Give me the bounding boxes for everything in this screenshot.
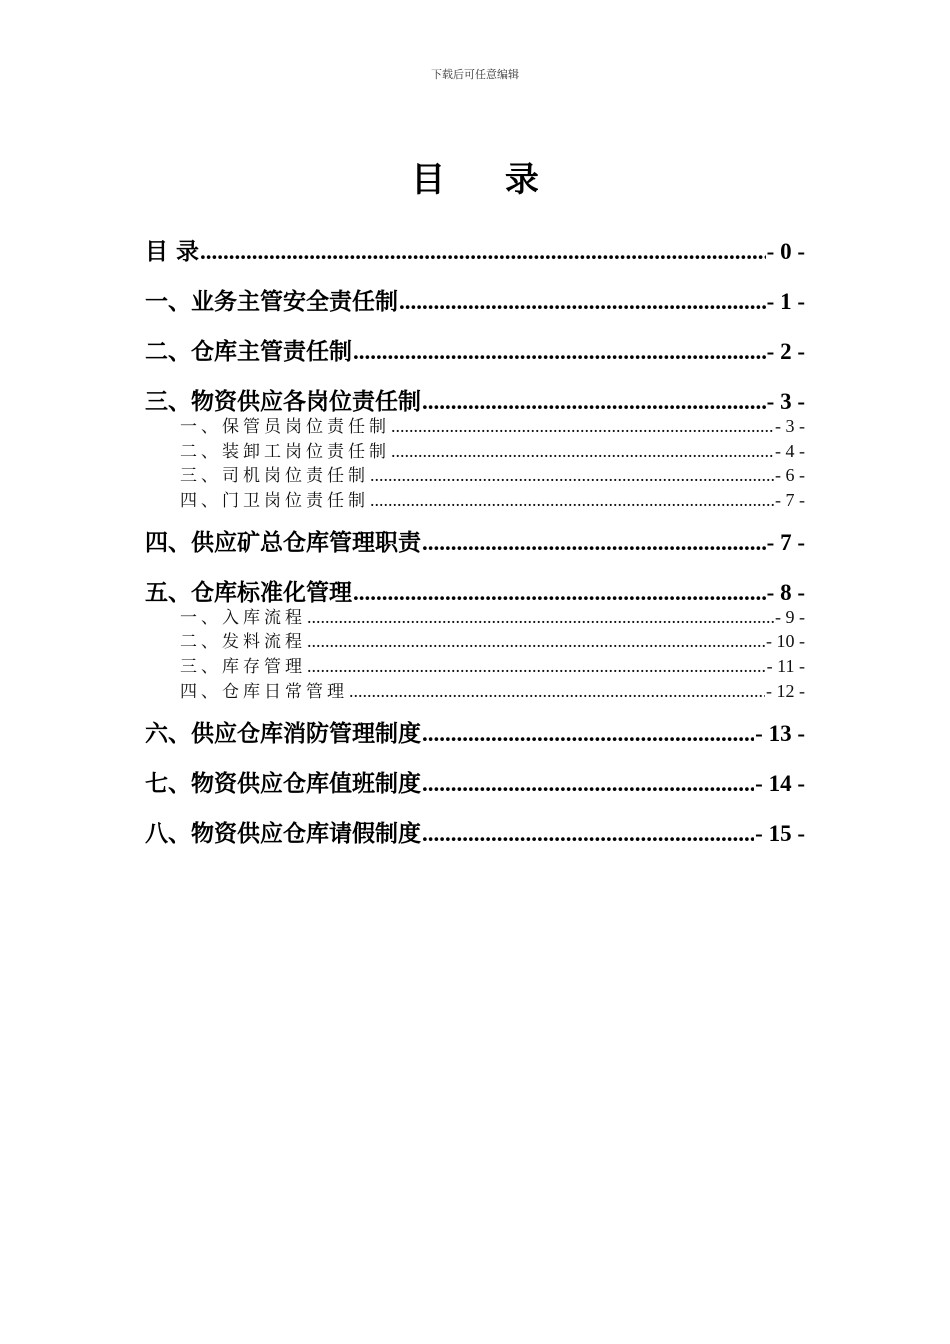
toc-entry-label: 三、物资供应各岗位责任制: [145, 389, 421, 414]
toc-entry-section-2[interactable]: [145, 332, 805, 382]
toc-entry-page: - 15 -: [755, 820, 805, 846]
toc-entry-page: - 13 -: [755, 720, 805, 746]
toc-leader: [422, 382, 766, 414]
toc-entry-page: - 14 -: [755, 770, 805, 796]
table-of-contents: [145, 232, 805, 864]
toc-entry-label: 四、仓库日常管理: [180, 681, 348, 702]
toc-entry-page: - 8 -: [766, 579, 805, 605]
toc-entry-label: 一、保管员岗位责任制: [180, 417, 390, 437]
toc-subentry-5-3[interactable]: [145, 654, 805, 679]
toc-subentry-5-1[interactable]: [145, 605, 805, 630]
toc-entry-page: - 4 -: [775, 440, 805, 461]
toc-entry-page: - 10 -: [766, 631, 805, 652]
toc-leader: [422, 523, 766, 563]
toc-subentry-3-3[interactable]: [145, 463, 805, 488]
toc-entry-page: - 3 -: [766, 389, 805, 414]
toc-entry-section-8[interactable]: [145, 814, 805, 864]
toc-entry-page: - 3 -: [775, 416, 805, 436]
toc-leader: [370, 488, 774, 513]
toc-leader: [422, 764, 754, 804]
toc-leader: [307, 629, 765, 654]
toc-entry-label: 八、物资供应仓库请假制度: [145, 820, 421, 847]
toc-leader: [353, 332, 766, 372]
toc-entry-section-5[interactable]: [145, 573, 805, 605]
toc-entry-label: 四、门卫岗位责任制: [180, 491, 369, 512]
toc-entry-section-1[interactable]: [145, 282, 805, 332]
toc-entry-label: 二、发料流程: [180, 632, 306, 653]
toc-subentry-3-1[interactable]: [145, 414, 805, 439]
toc-entry-label: 五、仓库标准化管理: [145, 579, 352, 605]
toc-leader: [307, 654, 766, 679]
toc-entry-page: - 6 -: [775, 465, 805, 486]
toc-leader: [200, 232, 766, 272]
toc-entry-page: - 0 -: [766, 239, 805, 264]
toc-subentry-5-2[interactable]: [145, 629, 805, 654]
toc-entry-label: 二、装卸工岗位责任制: [180, 441, 390, 462]
toc-leader: [391, 439, 774, 464]
toc-subentry-3-2[interactable]: [145, 439, 805, 464]
toc-entry-label: 一、入库流程: [180, 607, 306, 628]
toc-entry-section-7[interactable]: [145, 764, 805, 814]
toc-entry-label: 六、供应仓库消防管理制度: [145, 720, 421, 747]
toc-leader: [307, 605, 774, 630]
toc-entry-section-4[interactable]: [145, 523, 805, 573]
toc-entry-contents[interactable]: [145, 232, 805, 282]
toc-entry-page: - 1 -: [766, 289, 805, 314]
toc-subentry-3-4[interactable]: [145, 488, 805, 513]
toc-entry-page: - 12 -: [766, 680, 805, 701]
toc-entry-label: 目 录: [145, 239, 200, 265]
toc-entry-label: 四、供应矿总仓库管理职责: [145, 529, 421, 556]
toc-entry-page: - 9 -: [775, 606, 805, 627]
toc-entry-page: - 7 -: [775, 490, 805, 511]
toc-entry-label: 二、仓库主管责任制: [145, 339, 352, 365]
toc-entry-label: 三、库存管理: [180, 657, 306, 678]
toc-leader: [370, 463, 774, 488]
toc-entry-section-3[interactable]: [145, 382, 805, 414]
toc-entry-page: - 2 -: [766, 339, 805, 364]
toc-leader: [391, 414, 774, 439]
toc-leader: [353, 573, 766, 605]
toc-leader: [422, 714, 754, 754]
toc-entry-page: - 7 -: [766, 529, 805, 555]
toc-subentry-5-4[interactable]: [145, 679, 805, 704]
toc-entry-label: 一、业务主管安全责任制: [145, 289, 398, 315]
toc-entry-page: - 11 -: [766, 656, 805, 677]
header-note: 下载后可任意编辑: [431, 68, 519, 81]
page-title: 目 录: [411, 160, 563, 200]
toc-leader: [349, 679, 765, 704]
toc-entry-section-6[interactable]: [145, 714, 805, 764]
toc-leader: [422, 814, 754, 854]
toc-leader: [399, 282, 766, 322]
toc-entry-label: 三、司机岗位责任制: [180, 466, 369, 487]
toc-entry-label: 七、物资供应仓库值班制度: [145, 770, 421, 797]
